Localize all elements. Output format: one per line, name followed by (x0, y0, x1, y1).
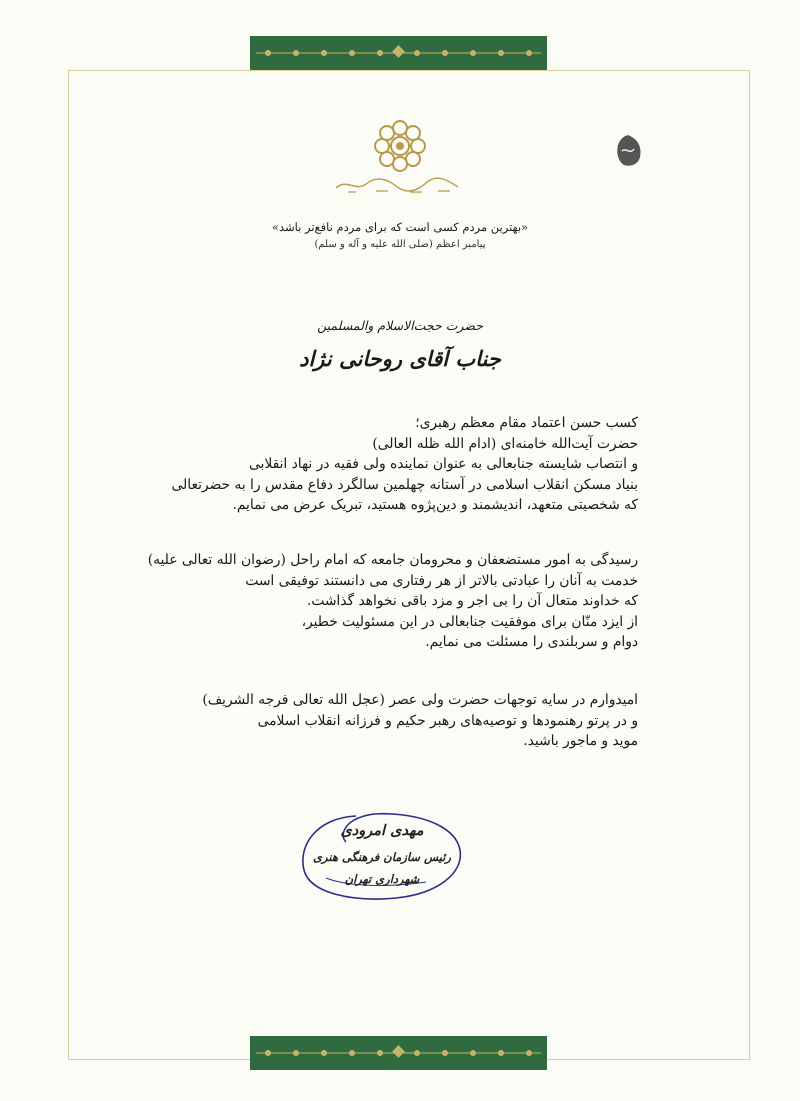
body-line: از ایزد منّان برای موفقیت جنابعالی در این مسئولیت خطیر، (301, 613, 638, 630)
top-ornament-band (250, 36, 547, 70)
body-line: بنیاد مسکن انقلاب اسلامی در آستانه چهلمین سالگرد دفاع مقدس را به حضرتعالی (171, 476, 638, 493)
body-paragraph-3 (202, 690, 638, 752)
body-paragraph-1 (172, 413, 638, 516)
signatory-block (300, 816, 464, 890)
organization-logo-script (330, 174, 470, 196)
organization-logo-icon (372, 118, 428, 174)
bottom-ornament-band (250, 1036, 547, 1070)
body-line: که خداوند متعال آن را بی اجر و مزد باقی نخواهد گذاشت. (306, 593, 638, 610)
signatory-title: رئیس سازمان فرهنگی هنری (313, 850, 451, 864)
body-line: دوام و سربلندی را مسئلت می نمایم. (425, 634, 638, 651)
body-line: خدمت به آنان را عبادتی بالاتر از هر رفتاری می دانستند توفیقی است (245, 572, 638, 589)
signatory-name: مهدی امرودی (340, 822, 424, 839)
body-line: حضرت آیت‌الله خامنه‌ای (ادام الله ظله العالی) (372, 435, 638, 452)
body-line: کسب حسن اعتماد مقام معظم رهبری؛ (415, 415, 638, 431)
quote-text: «بهترین مردم کسی است که برای مردم نافع‌تر باشد» (271, 220, 529, 234)
ornament-pattern-icon (256, 1045, 541, 1061)
body-line: و در پرتو رهنمودها و توصیه‌های رهبر حکیم و فرزانه انقلاب اسلامی (257, 712, 638, 729)
body-line: موید و ماجور باشید. (523, 733, 638, 750)
body-line: که شخصیتی متعهد، اندیشمند و دین‌پژوه هستید، تبریک عرض می نمایم. (232, 497, 638, 514)
addressee-name: جناب آقای روحانی نژاد (299, 346, 501, 371)
body-line: رسیدگی به امور مستضعفان و محرومان جامعه که امام راحل (رضوان الله تعالی علیه) (147, 552, 638, 568)
seal-icon (610, 133, 646, 169)
signatory-organization: شهرداری تهران (344, 872, 420, 886)
body-paragraph-2 (148, 550, 638, 653)
prophet-quote (200, 218, 600, 254)
ornament-pattern-icon (256, 45, 541, 61)
body-line: و انتصاب شایسته جنابعالی به عنوان نماینده ولی فقیه در نهاد انقلابی (249, 456, 638, 473)
quote-attribution: پیامبر اعظم (صلی الله علیه و آله و سلم) (314, 239, 486, 250)
addressee-honorific: حضرت حجت‌الاسلام والمسلمین (317, 318, 483, 333)
body-line: امیدوارم در سایه توجهات حضرت ولی عصر (عجل الله تعالی فرجه الشریف) (202, 692, 638, 708)
